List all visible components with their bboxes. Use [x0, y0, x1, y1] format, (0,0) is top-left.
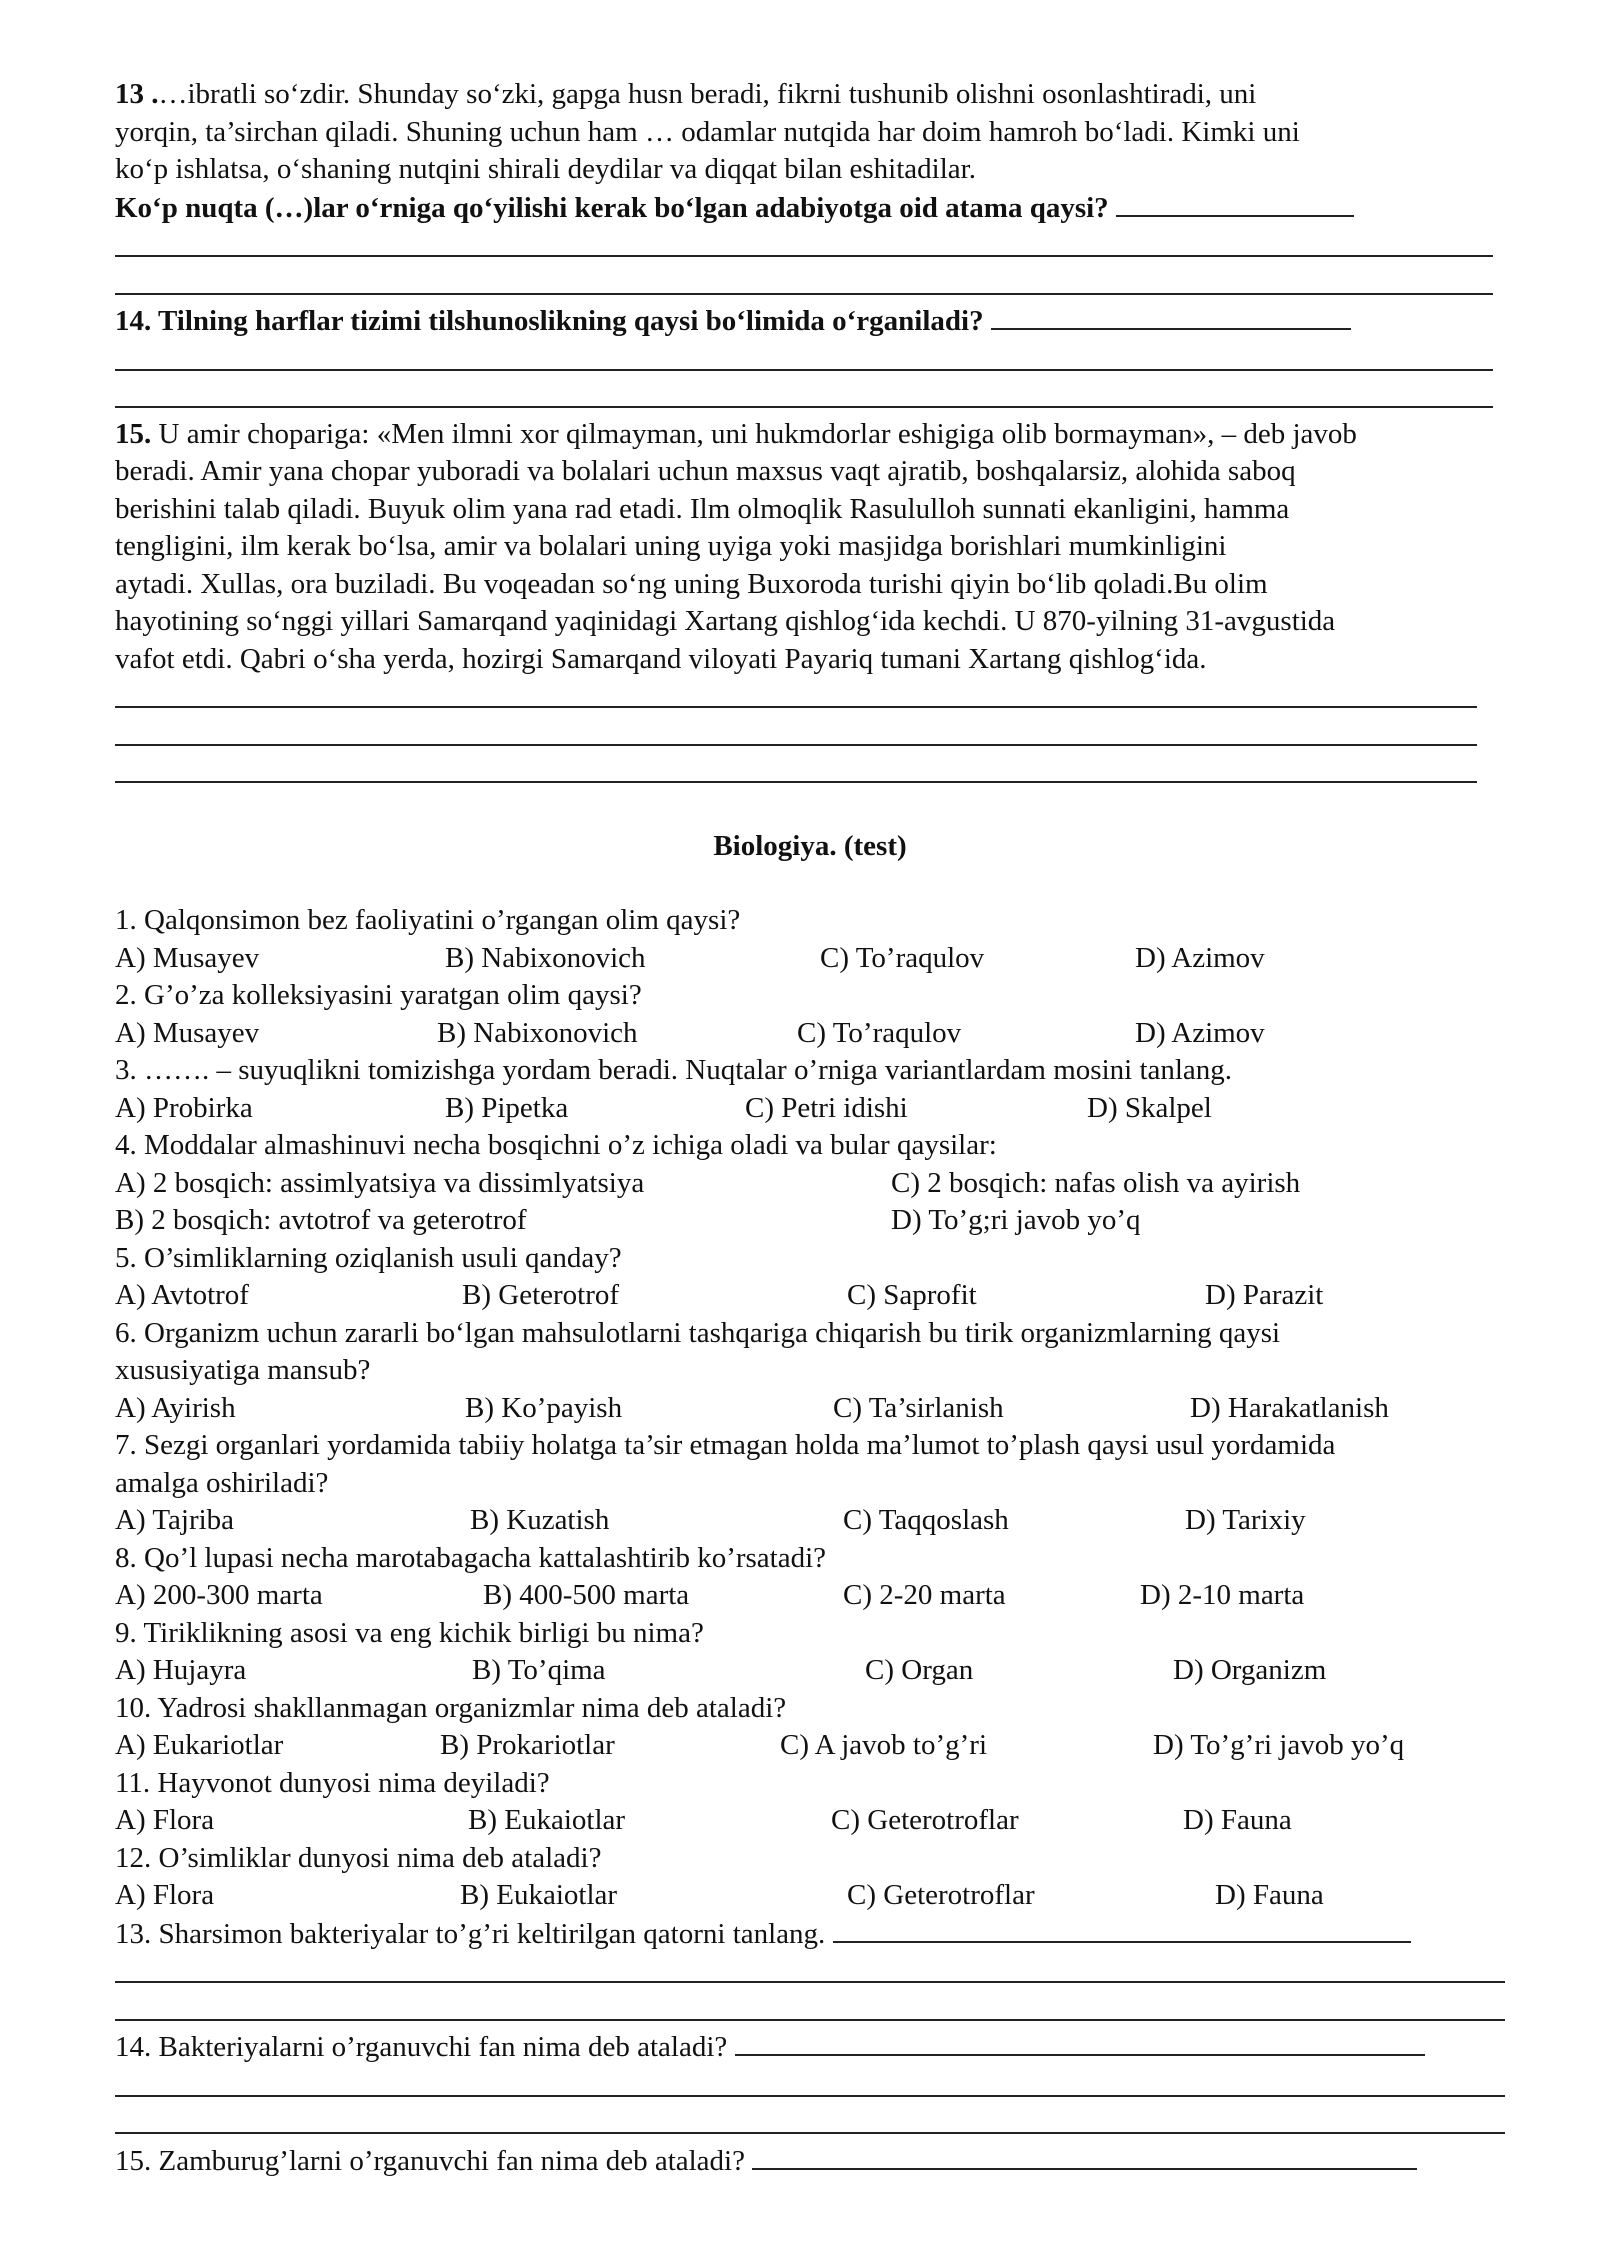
answer-option[interactable]: D) To’g;ri javob yo’q	[891, 1204, 1141, 1236]
question-prompt: 14. Bakteriyalarni o’rganuvchi fan nima deb ataladi?	[115, 2031, 728, 2063]
answer-option[interactable]: C) To’raqulov	[797, 1016, 962, 1049]
answer-blank[interactable]	[1116, 189, 1354, 217]
answer-option[interactable]: C) Organ	[865, 1654, 974, 1686]
question-text: 7. Sezgi organlari yordamida tabiiy holatga ta’sir etmagan holda ma’lumot to’plash qaysi usul yordamida	[115, 1429, 1336, 1461]
question-text-line: vafot etdi. Qabri o‘sha yerda, hozirgi Samarqand viloyati Payariq tumani Xartang qishlog‘ida.	[115, 642, 1207, 675]
question-number: 13 .	[115, 78, 159, 110]
question-text: xususiyatiga mansub?	[115, 1354, 371, 1386]
answer-line[interactable]	[115, 744, 1477, 746]
answer-option[interactable]: B) To’qima	[472, 1654, 606, 1686]
biology-question	[115, 1427, 1505, 1540]
answer-line[interactable]	[115, 255, 1493, 257]
question-prompt: 13. Sharsimon bakteriyalar to’g’ri keltirilgan qatorni tanlang.	[115, 1917, 826, 1950]
biology-question-14	[115, 2028, 1505, 2142]
question-text: 4. Moddalar almashinuvi necha bosqichni o’z ichiga oladi va bular qaysilar:	[115, 1129, 997, 1161]
answer-option[interactable]: C) Ta’sirlanish	[833, 1391, 1004, 1424]
question-15-passage	[115, 416, 1505, 791]
biology-question-list	[115, 902, 1505, 1915]
question-text: 11. Hayvonot dunyosi nima deyiladi?	[115, 1766, 550, 1799]
biology-question-15	[115, 2142, 1505, 2181]
question-text: 8. Qo’l lupasi necha marotabagacha kattalashtirib ko’rsatadi?	[115, 1541, 827, 1574]
question-text: amalga oshiriladi?	[115, 1466, 329, 1499]
question-13-literature	[115, 76, 1505, 302]
biology-question	[115, 1690, 1505, 1765]
question-text-line: …ibratli so‘zdir. Shunday so‘zki, gapga husn beradi, fikrni tushunib olishni osonlashtiradi, uni	[158, 78, 1257, 110]
question-14-linguistics	[115, 302, 1505, 416]
question-text: 3. ……. – suyuqlikni tomizishga yordam beradi. Nuqtalar o’rniga variantlardam mosini tanlang.	[115, 1054, 1233, 1086]
answer-line[interactable]	[115, 406, 1493, 408]
answer-option[interactable]: A) Musayev	[115, 941, 260, 974]
answer-option[interactable]: B) Kuzatish	[470, 1504, 610, 1536]
answer-option[interactable]: C) To’raqulov	[820, 941, 985, 974]
question-text-line: tengligini, ilm kerak bo‘lsa, amir va bolalari uning uyiga yoki masjidga borishlari mumkinligini	[115, 530, 1227, 562]
question-text: 12. O’simliklar dunyosi nima deb ataladi?	[115, 1841, 602, 1874]
question-text-line: berishini talab qiladi. Buyuk olim yana rad etadi. Ilm olmoqlik Rasululloh sunnati ekanligini, hamma	[115, 492, 1290, 525]
answer-option[interactable]: A) Hujayra	[115, 1654, 247, 1686]
answer-option[interactable]: D) 2-10 marta	[1140, 1579, 1305, 1611]
biology-question	[115, 1765, 1505, 1840]
answer-option[interactable]: A) Eukariotlar	[115, 1729, 284, 1761]
answer-blank[interactable]	[752, 2142, 1417, 2170]
question-number: 15.	[115, 417, 152, 450]
biology-question	[115, 1615, 1505, 1690]
question-text-line: aytadi. Xullas, ora buziladi. Bu voqeadan so‘ng uning Buxoroda turishi qiyin bo‘lib qoladi.Bu olim	[115, 567, 1268, 600]
answer-blank[interactable]	[735, 2028, 1425, 2056]
answer-option[interactable]: C) 2 bosqich: nafas olish va ayirish	[891, 1166, 1301, 1199]
question-prompt: 15. Zamburug’larni o’rganuvchi fan nima deb ataladi?	[115, 2144, 745, 2177]
answer-option[interactable]: D) Harakatlanish	[1190, 1391, 1389, 1424]
biology-question-13	[115, 1915, 1505, 2029]
answer-option[interactable]: D) To’g’ri javob yo’q	[1153, 1729, 1405, 1761]
answer-option[interactable]: C) A javob to’g’ri	[780, 1729, 988, 1761]
answer-line[interactable]	[115, 781, 1477, 783]
answer-option[interactable]: B) Pipetka	[445, 1091, 569, 1124]
answer-line[interactable]	[115, 2132, 1505, 2134]
answer-option[interactable]: A) Flora	[115, 1804, 215, 1836]
answer-line[interactable]	[115, 706, 1477, 708]
question-text-line: ko‘p ishlatsa, o‘shaning nutqini shirali deydilar va diqqat bilan eshitadilar.	[115, 153, 976, 185]
biology-question	[115, 1540, 1505, 1615]
biology-question	[115, 902, 1505, 977]
question-text: 10. Yadrosi shakllanmagan organizmlar nima deb ataladi?	[115, 1691, 787, 1724]
answer-option[interactable]: C) Saprofit	[847, 1279, 977, 1311]
biology-question	[115, 1315, 1505, 1428]
answer-option[interactable]: B) Eukaiotlar	[460, 1879, 618, 1911]
answer-option[interactable]: B) Nabixonovich	[445, 941, 646, 974]
question-text: 9. Tiriklikning asosi va eng kichik birligi bu nima?	[115, 1616, 704, 1649]
question-text-line: yorqin, ta’sirchan qiladi. Shuning uchun ham … odamlar nutqida har doim hamroh bo‘ladi. Kimki uni	[115, 115, 1300, 148]
answer-option[interactable]: D) Fauna	[1215, 1879, 1324, 1911]
answer-line[interactable]	[115, 369, 1493, 371]
answer-option[interactable]: B) Prokariotlar	[440, 1729, 615, 1761]
answer-option[interactable]: C) Geterotroflar	[831, 1804, 1019, 1836]
answer-line[interactable]	[115, 2019, 1505, 2021]
answer-blank[interactable]	[833, 1915, 1411, 1943]
answer-option[interactable]: A) Avtotrof	[115, 1279, 249, 1311]
question-prompt: 14. Tilning harflar tizimi tilshunoslikning qaysi bo‘limida o‘rganiladi?	[115, 305, 984, 337]
biology-question	[115, 977, 1505, 1052]
answer-blank[interactable]	[991, 302, 1351, 330]
answer-option[interactable]: B) Eukaiotlar	[468, 1804, 626, 1836]
answer-line[interactable]	[115, 1981, 1505, 1983]
answer-option[interactable]: D) Fauna	[1183, 1804, 1292, 1836]
question-text: 5. O’simliklarning oziqlanish usuli qanday?	[115, 1241, 622, 1274]
answer-option[interactable]: A) Musayev	[115, 1016, 260, 1049]
answer-line[interactable]	[115, 293, 1493, 295]
answer-option[interactable]: C) Petri idishi	[745, 1091, 908, 1124]
answer-option[interactable]: D) Parazit	[1205, 1279, 1324, 1311]
answer-option[interactable]: A) Flora	[115, 1879, 215, 1911]
answer-option[interactable]: A) 200-300 marta	[115, 1579, 323, 1611]
answer-option[interactable]: B) 2 bosqich: avtotrof va geterotrof	[115, 1204, 527, 1236]
answer-option[interactable]: D) Skalpel	[1087, 1091, 1212, 1124]
question-text: 6. Organizm uchun zararli bo‘lgan mahsulotlarni tashqariga chiqarish bu tirik organizmlarning qaysi	[115, 1316, 1281, 1349]
answer-option[interactable]: D) Azimov	[1135, 1016, 1265, 1049]
answer-line[interactable]	[115, 2095, 1505, 2097]
answer-option[interactable]: C) Geterotroflar	[847, 1879, 1035, 1911]
answer-option[interactable]: A) Probirka	[115, 1091, 253, 1124]
question-text-line: beradi. Amir yana chopar yuboradi va bolalari uchun maxsus vaqt ajratib, boshqalarsiz, alohida saboq	[115, 455, 1296, 487]
answer-option[interactable]: C) Taqqoslash	[843, 1504, 1009, 1536]
biology-question	[115, 1240, 1505, 1315]
question-text-line: U amir chopariga: «Men ilmni xor qilmayman, uni hukmdorlar eshigiga olib bormayman», – deb javob	[158, 417, 1357, 450]
answer-option[interactable]: A) Tajriba	[115, 1504, 235, 1536]
answer-option[interactable]: A) 2 bosqich: assimlyatsiya va dissimlyatsiya	[115, 1166, 645, 1199]
question-text: 1. Qalqonsimon bez faoliyatini o’rgangan olim qaysi?	[115, 904, 741, 936]
answer-option[interactable]: B) 400-500 marta	[483, 1579, 690, 1611]
biology-question	[115, 1840, 1505, 1915]
answer-option[interactable]: C) 2-20 marta	[843, 1579, 1006, 1611]
question-text-line: hayotining so‘nggi yillari Samarqand yaqinidagi Xartang qishlog‘ida kechdi. U 870-yilning 31-avgustida	[115, 605, 1336, 637]
question-prompt: Ko‘p nuqta (…)lar o‘rniga qo‘yilishi kerak bo‘lgan adabiyotga oid atama qaysi?	[115, 191, 1109, 224]
answer-option[interactable]: D) Organizm	[1173, 1654, 1327, 1686]
worksheet-page	[115, 76, 1505, 2180]
answer-option[interactable]: D) Azimov	[1135, 941, 1265, 974]
question-text: 2. G’o’za kolleksiyasini yaratgan olim qaysi?	[115, 979, 642, 1011]
biology-question	[115, 1127, 1505, 1240]
answer-option[interactable]: B) Nabixonovich	[437, 1016, 638, 1049]
answer-option[interactable]: B) Geterotrof	[462, 1279, 620, 1311]
answer-option[interactable]: D) Tarixiy	[1185, 1504, 1306, 1536]
biology-question	[115, 1052, 1505, 1127]
answer-option[interactable]: A) Ayirish	[115, 1391, 236, 1424]
section-title: Biologiya. (test)	[713, 829, 907, 862]
answer-option[interactable]: B) Ko’payish	[465, 1391, 623, 1424]
